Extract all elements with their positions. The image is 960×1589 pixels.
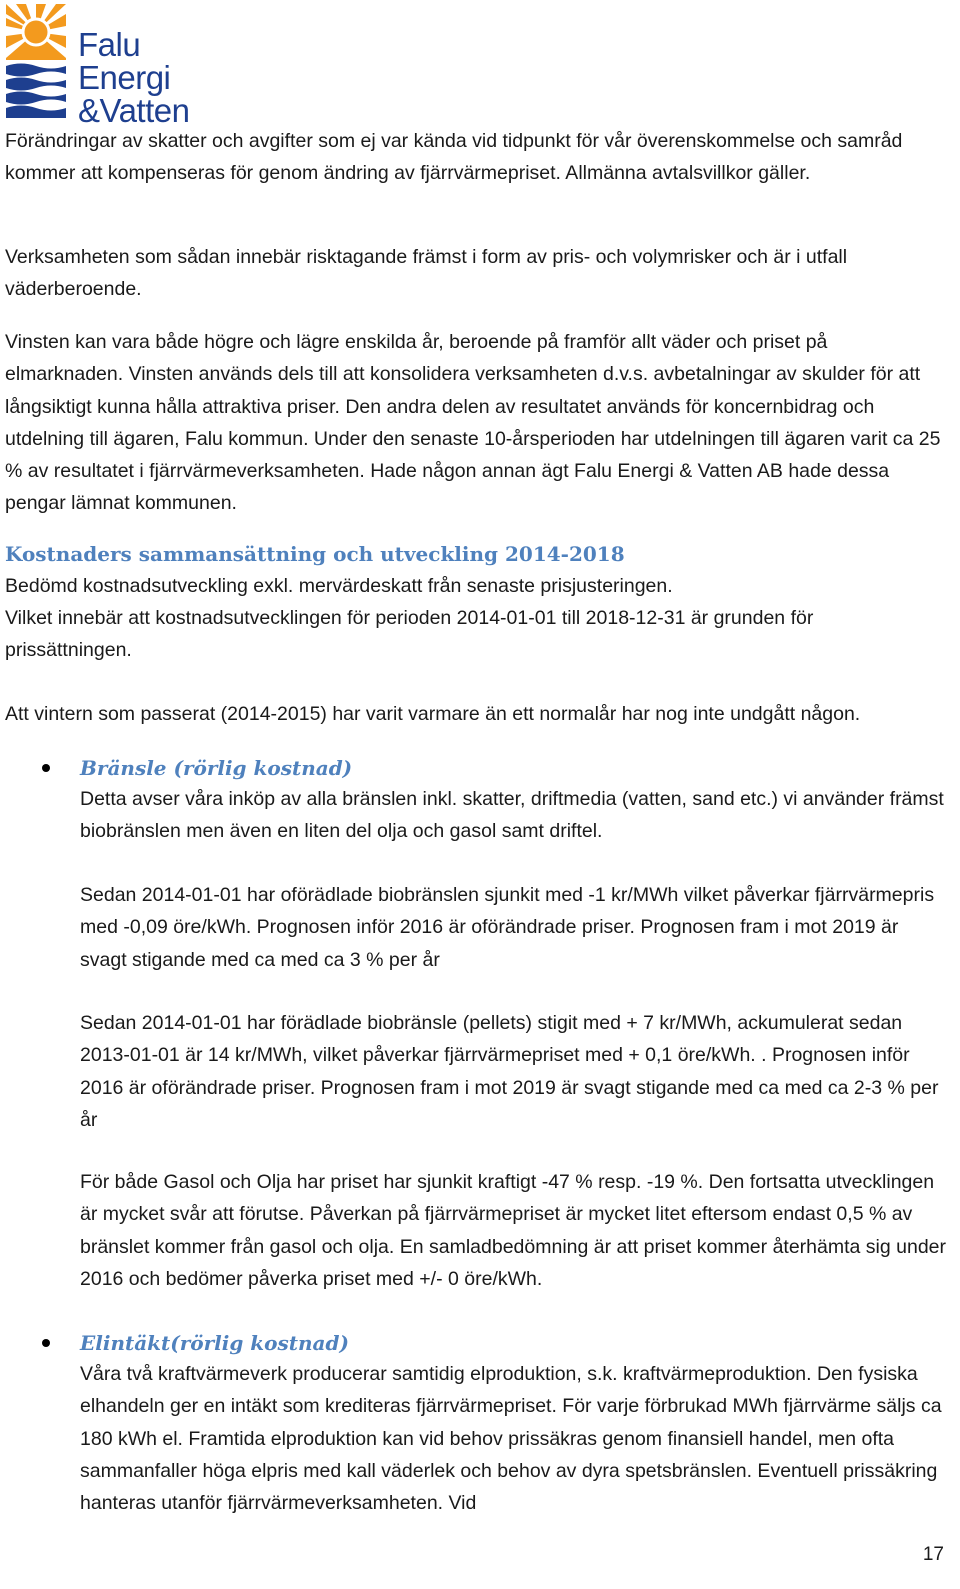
section-heading: Kostnaders sammansättning och utveckling 2014-2018 [5, 542, 625, 566]
logo-line-2: Energi [78, 59, 171, 96]
bullet-title-electricity: Elintäkt(rörlig kostnad) [80, 1331, 349, 1355]
page-number: 17 [922, 1544, 944, 1565]
bullet-dot [42, 1339, 50, 1347]
section-line-2: Vilket innebär att kostnadsutvecklingen för perioden 2014-01-01 till 2018-12-31 är grunden för prissättningen. [5, 607, 814, 662]
falu-energi-vatten-logo [6, 4, 196, 129]
paragraph-risk: Verksamheten som sådan innebär risktagande främst i form av pris- och volymrisker och är i utfall väderberoende. [5, 246, 848, 301]
section-line-1: Bedömd kostnadsutveckling exkl. mervärdeskatt från senaste prisjusteringen. [5, 575, 673, 597]
logo-emblem-icon [6, 4, 72, 122]
fuel-paragraph-1: Detta avser våra inköp av alla bränslen inkl. skatter, driftmedia (vatten, sand etc.) vi använder främst biobränslen men även en liten del olja och gasol samt driftel. [80, 788, 944, 843]
logo-line-3: &Vatten [78, 92, 190, 129]
logo-line-1: Falu [78, 26, 141, 63]
logo-wordmark [78, 28, 189, 127]
bullet-title-fuel: Bränsle (rörlig kostnad) [80, 756, 353, 780]
bullet-dot [42, 764, 50, 772]
paragraph-taxes: Förändringar av skatter och avgifter som ej var kända vid tidpunkt för vår överenskommelse och samråd kommer att kompenseras för genom ändring av fjärrvärmepriset. Allmänna avtalsvillkor gäller. [5, 130, 903, 185]
electricity-paragraph-1: Våra två kraftvärmeverk producerar samtidig elproduktion, s.k. kraftvärmeproduktion. Den fysiska elhandeln ger en intäkt som krediteras fjärrvärmepriset. För varje förbrukad MWh fjärrvärme säljs ca 180 kWh el. Framtida elproduktion kan vid behov prissäkras genom finansiell handel, men ofta sammanfaller höga elpris med kall väderlek och behov av dyra spetsbränslen. Eventuell prissäkring hanteras utanför fjärrvärmeverksamheten. Vid [80, 1363, 942, 1515]
fuel-paragraph-4: För både Gasol och Olja har priset har sjunkit kraftigt -47 % resp. -19 %. Den fortsatta utvecklingen är mycket svår att förutse. Påverkan på fjärrvärmepriset är mycket litet eftersom endast 0,5 % av bränslet kommer från gasol och olja. En samladbedömning är att priset kommer återhämta sig under 2016 och bedömer påverka priset med +/- 0 öre/kWh. [80, 1171, 946, 1290]
fuel-paragraph-2: Sedan 2014-01-01 har oförädlade biobränslen sjunkit med -1 kr/MWh vilket påverkar fjärrvärmepris med -0,09 öre/kWh. Prognosen inför 2016 är oförändrade priser. Prognosen fram i mot 2019 är svagt stigande med ca med ca 3 % per år [80, 884, 935, 971]
paragraph-profit: Vinsten kan vara både högre och lägre enskilda år, beroende på framför allt väder och priset på elmarknaden. Vinsten används dels till att konsolidera verksamheten d.v.s. avbetalningar av skulder för att långsiktigt kunna hålla attraktiva priser. Den andra delen av resultatet används för koncernbidrag och utdelning till ägaren, Falu kommun. Under den senaste 10-årsperioden har utdelningen till ägaren varit ca 25 % av resultatet i fjärrvärmeverksamheten. Hade någon annan ägt Falu Energi & Vatten AB hade dessa pengar lämnat kommunen. [5, 331, 941, 515]
fuel-paragraph-3: Sedan 2014-01-01 har förädlade biobränsle (pellets) stigit med + 7 kr/MWh, ackumulerat sedan 2013-01-01 är 14 kr/MWh, vilket påverkar fjärrvärmepriset med + 0,1 öre/kWh. . Prognosen inför 2016 är oförändrade priser. Prognosen fram i mot 2019 är svagt stigande med ca med ca 2-3 % per år [80, 1012, 939, 1131]
section-line-3: Att vintern som passerat (2014-2015) har varit varmare än ett normalår har nog inte undgått någon. [5, 703, 861, 725]
